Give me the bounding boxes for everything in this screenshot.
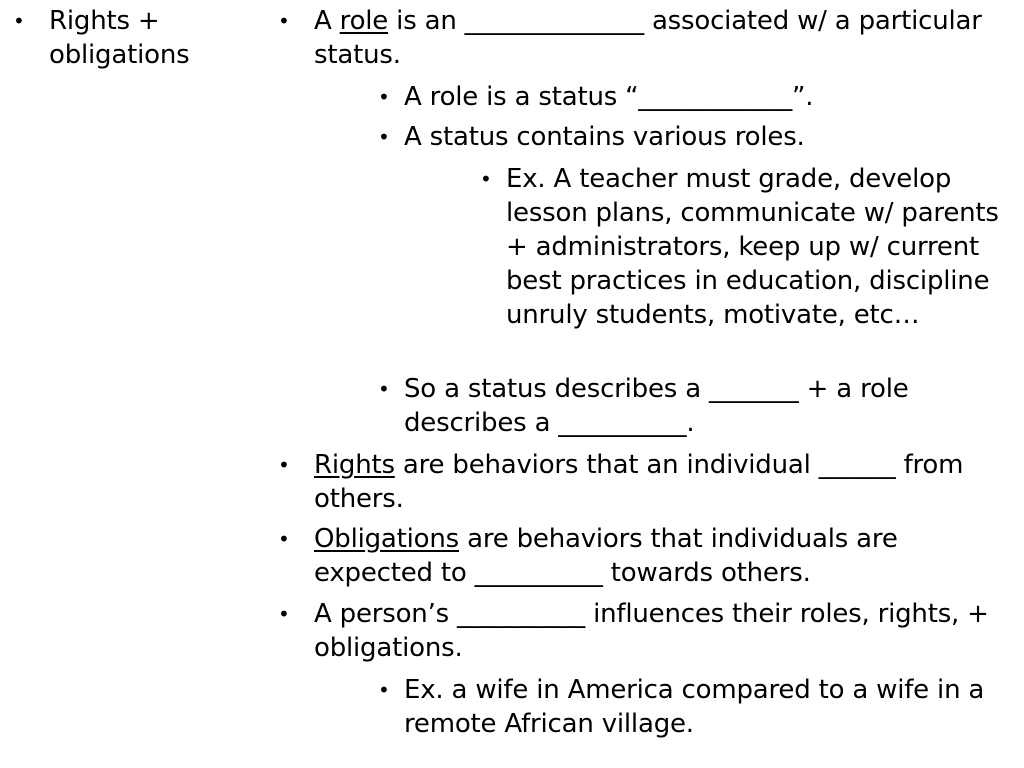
bullet-wife-example xyxy=(378,673,1016,741)
bullet-rights-definition xyxy=(278,448,1014,516)
bullet-icon: • xyxy=(378,85,390,109)
text-part: is an ______________ associated w/ a particular status. xyxy=(314,6,982,70)
underlined-term-rights: Rights xyxy=(314,450,395,480)
bullet-person-influences xyxy=(278,597,1014,665)
text-part: A role is a status “____________”. xyxy=(404,82,814,112)
bullet-teacher-example xyxy=(480,162,1016,332)
bullet-role-definition xyxy=(278,4,1014,72)
text-part: A xyxy=(314,6,340,36)
bullet-icon: • xyxy=(378,125,390,149)
underlined-term-role: role xyxy=(339,6,389,36)
text-part: Ex. a wife in America compared to a wife in a remote African village. xyxy=(404,675,985,739)
bullet-obligations-definition xyxy=(278,522,1014,590)
text-part: A person’s __________ influences their roles, rights, + obligations. xyxy=(314,599,989,663)
left-heading: Rights + obligations xyxy=(49,6,190,70)
text-part: So a status describes a _______ + a role describes a __________. xyxy=(404,374,909,438)
bullet-icon: • xyxy=(13,9,25,33)
underlined-term-obligations: Obligations xyxy=(314,524,460,554)
bullet-icon: • xyxy=(378,377,390,401)
bullet-role-is-status xyxy=(378,80,1014,114)
text-part: are behaviors that individuals are expected to __________ towards others. xyxy=(314,524,898,588)
bullet-status-describes xyxy=(378,372,1016,440)
bullet-icon: • xyxy=(480,167,492,191)
bullet-icon: • xyxy=(378,678,390,702)
bullet-icon: • xyxy=(278,602,290,626)
bullet-icon: • xyxy=(278,453,290,477)
bullet-icon: • xyxy=(278,9,290,33)
text-part: are behaviors that an individual ______ from others. xyxy=(314,450,964,514)
text-part: Ex. A teacher must grade, develop lesson plans, communicate w/ parents + administrators, keep up w/ current best practices in education, discipline unruly students, motivate, etc… xyxy=(506,164,999,330)
left-heading-item xyxy=(13,4,249,72)
bullet-status-contains-roles xyxy=(378,120,1014,154)
text-part: A status contains various roles. xyxy=(404,122,805,152)
bullet-icon: • xyxy=(278,527,290,551)
